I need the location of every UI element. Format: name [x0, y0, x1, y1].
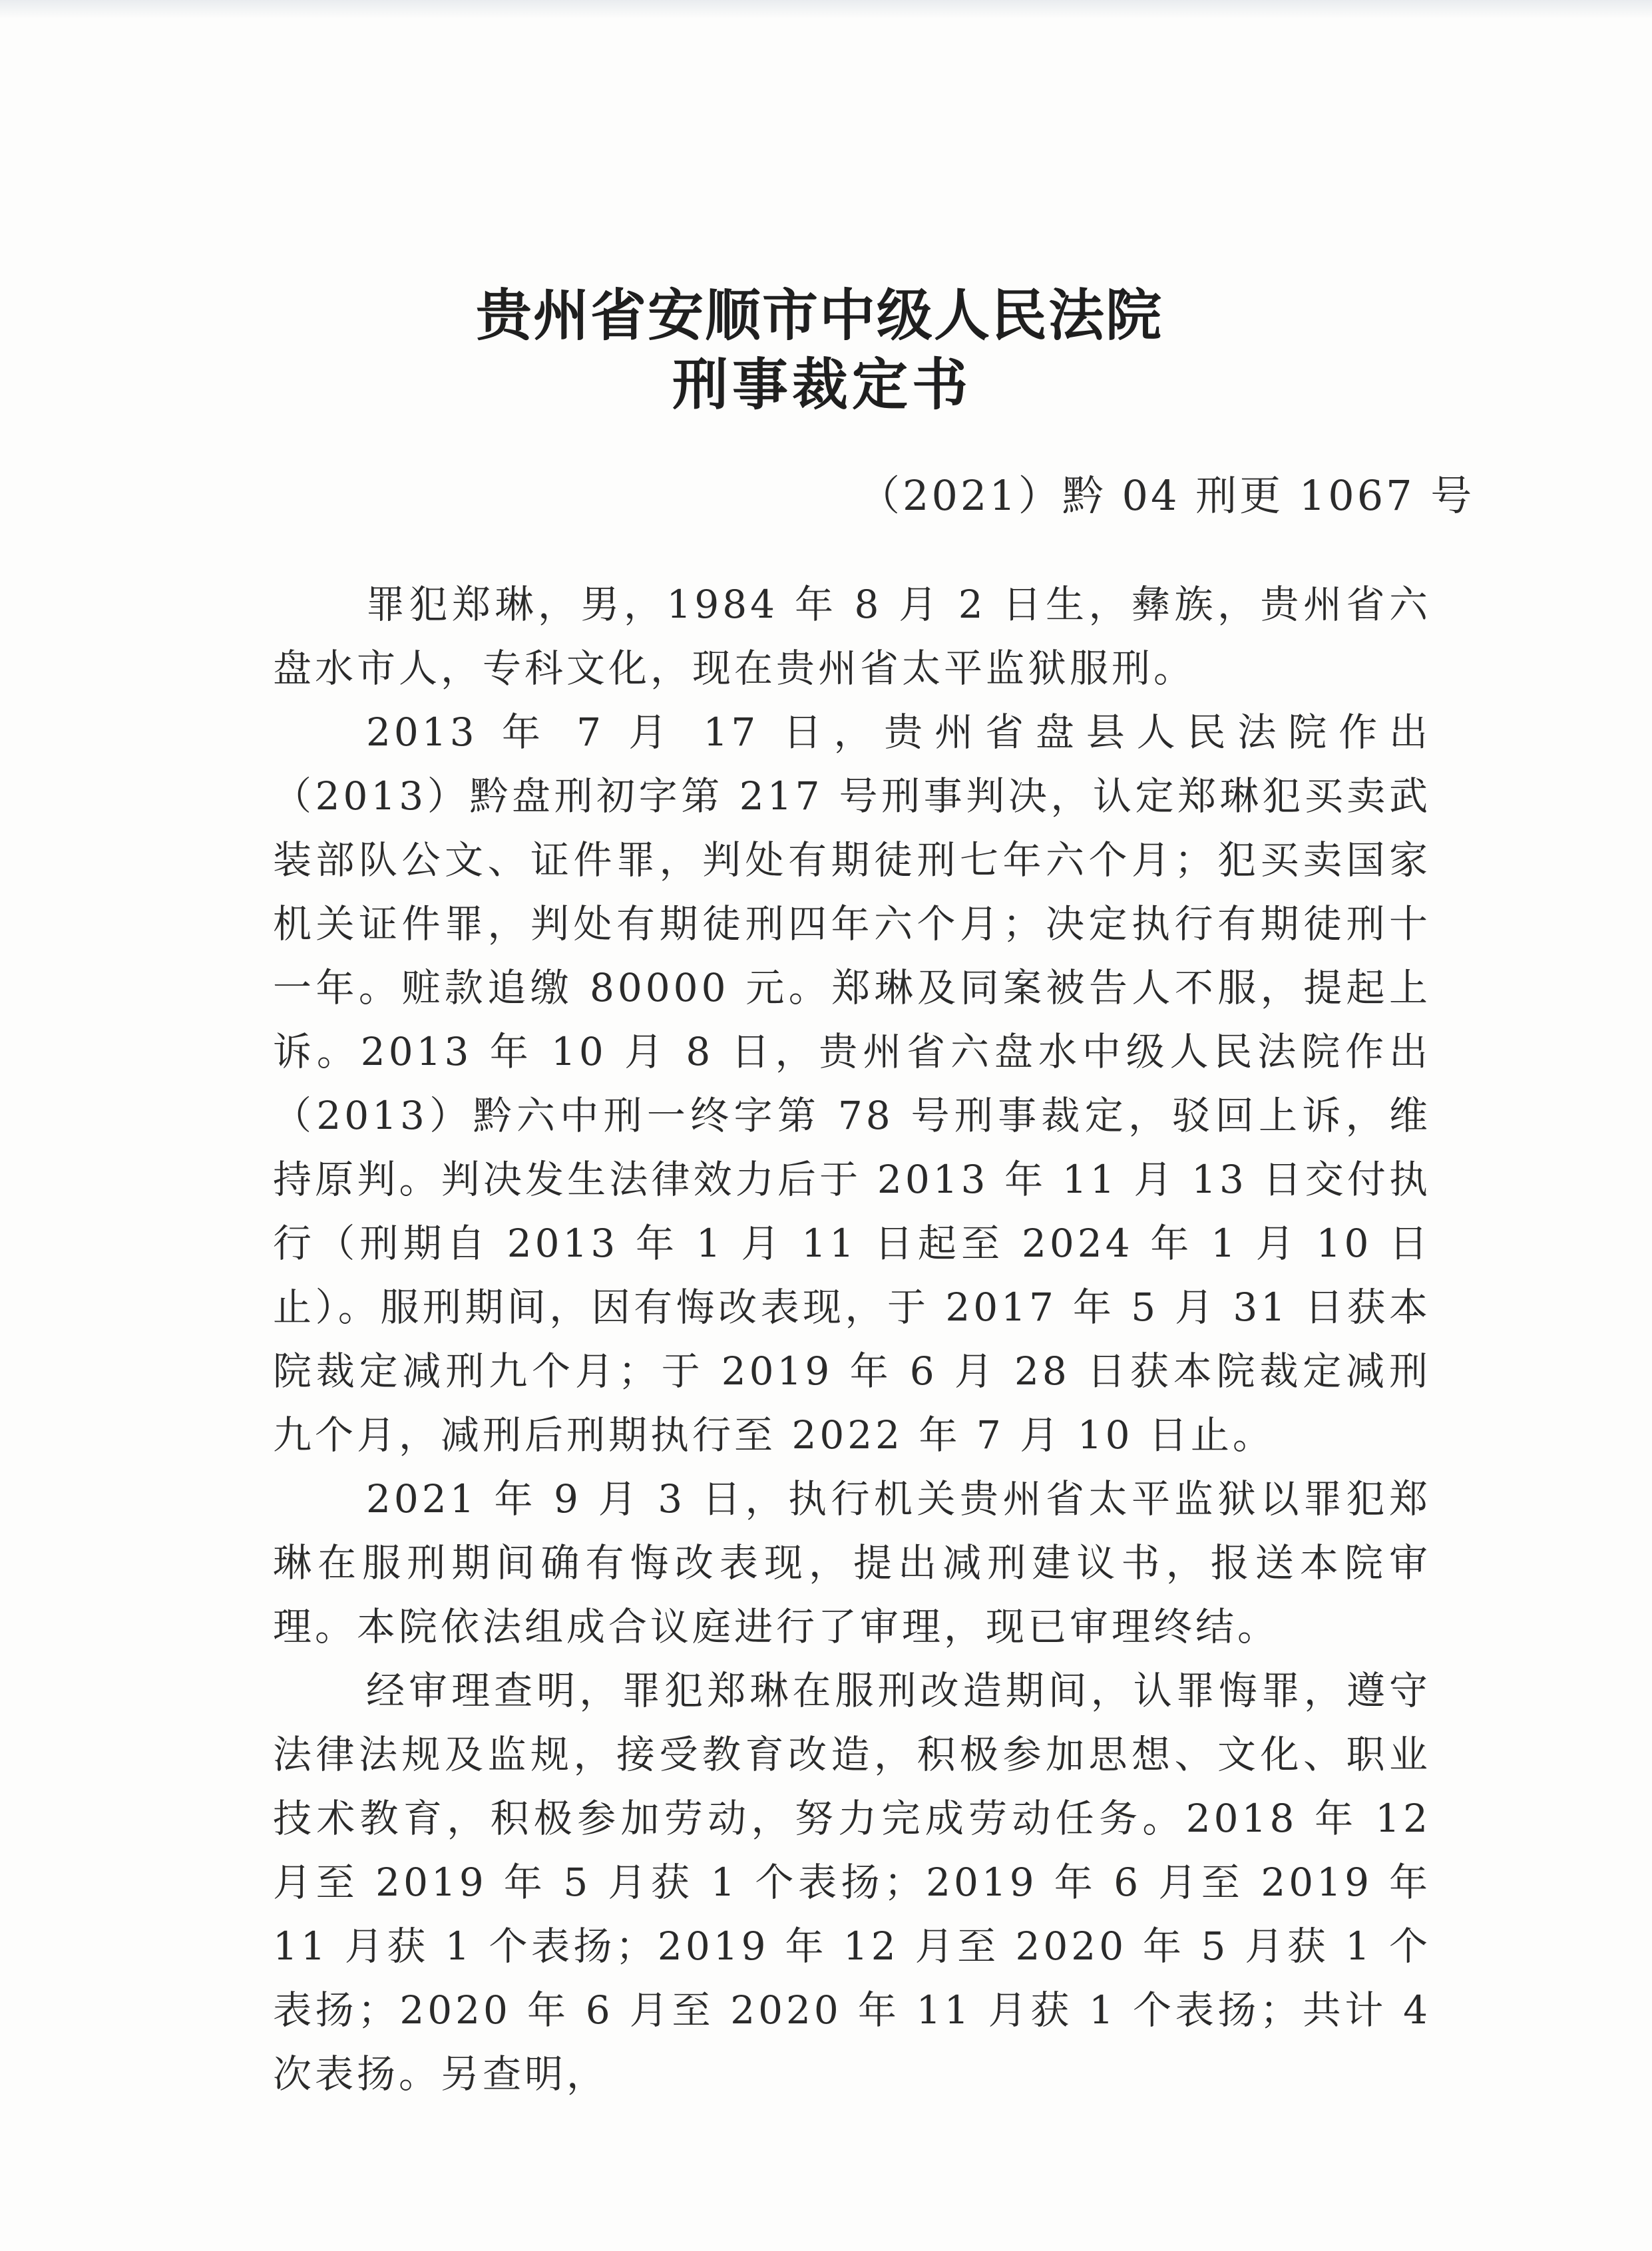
case-number: （2021）黔 04 刑更 1067 号 [859, 471, 1475, 520]
paragraph-proposal: 2021 年 9 月 3 日，执行机关贵州省太平监狱以罪犯郑琳在服刑期间确有悔改表现，提出减刑建议书，报送本院审理。本院依法组成合议庭进行了审理，现已审理终结。 [273, 1476, 1431, 1649]
scan-edge-shadow [0, 0, 1652, 19]
paragraph-defendant-info: 罪犯郑琳，男，1984 年 8 月 2 日生，彝族，贵州省六盘水市人，专科文化，现在贵州省太平监狱服刑。 [273, 582, 1431, 691]
court-name-heading: 贵州省安顺市中级人民法院 [475, 283, 1163, 348]
paragraph-case-history: 2013 年 7 月 17 日，贵州省盘县人民法院作出（2013）黔盘刑初字第 217 号刑事判决，认定郑琳犯买卖武装部队公文、证件罪，判处有期徒刑七年六个月；犯买卖国家机关证件罪，判处有期徒刑四年六个月；决定执行有期徒刑十一年。赃款追缴 80000 元。郑琳及同案被告人不服，提起上诉。2013 年 10 月 8 日，贵州省六盘水中级人民法院作出（2013）黔六中刑一终字第 78 号刑事裁定，驳回上诉，维持原判。判决发生法律效力后于 2013 年 11 月 13 日交付执行（刑期自 2013 年 1 月 11 日起至 2024 年 1 月 10 日止）。服刑期间，因有悔改表现，于 2017 年 5 月 31 日获本院裁定减刑九个月；于 2019 年 6 月 28 日获本院裁定减刑九个月，减刑后刑期执行至 2022 年 7 月 10 日止。 [273, 710, 1431, 1458]
document-type-heading: 刑事裁定书 [672, 352, 972, 417]
paragraph-findings: 经审理查明，罪犯郑琳在服刑改造期间，认罪悔罪，遵守法律法规及监规，接受教育改造，积极参加思想、文化、职业技术教育，积极参加劳动，努力完成劳动任务。2018 年 12 月至 2019 年 5 月获 1 个表扬；2019 年 6 月至 2019 年 11 月获 1 个表扬；2019 年 12 月至 2020 年 5 月获 1 个表扬；2020 年 6 月至 2020 年 11 月获 1 个表扬；共计 4 次表扬。另查明， [273, 1668, 1431, 2097]
document-body [273, 572, 1431, 2106]
